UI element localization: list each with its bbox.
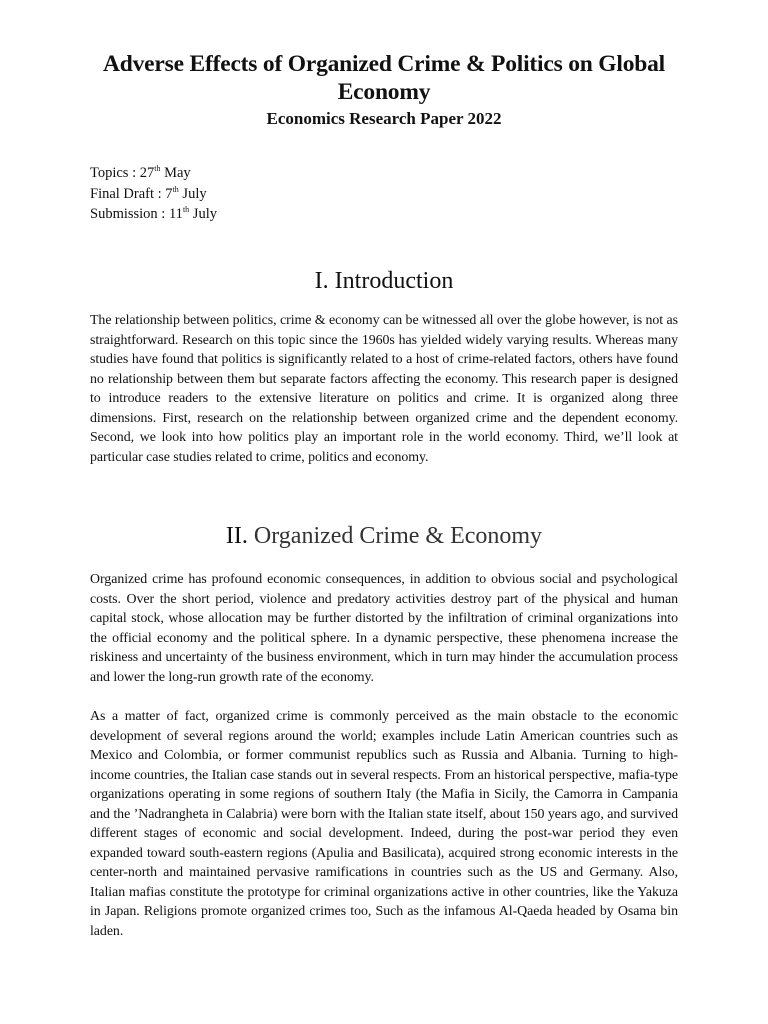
date-final-draft: Final Draft : 7th July xyxy=(90,184,207,202)
organized-crime-paragraph-2: As a matter of fact, organized crime is commonly perceived as the main obstacle to the economic development of several regions around the world; examples include Latin American countries such as Mexico and Colombia, or former communist republics such as Russia and Albania. Turning to high-income countries, the Italian case stands out in several respects. From an historical perspective, mafia-type organizations operating in some regions of southern Italy (the Mafia in Sicily, the Camorra in Campania and the ’Nadrangheta in Calabria) were born with the Italian state itself, about 150 years ago, and survived different stages of economic and social development. Indeed, during the post-war period they even expanded toward south-eastern regions (Apulia and Basilicata), acquired strong economic interests in the center-north and maintained pervasive ramifications in countries such as the US and Germany. Also, Italian mafias constitute the prototype for criminal organizations active in other countries, like the Yakuza in Japan. Religions promote organized crimes too, Such as the infamous Al-Qaeda headed by Osama bin laden. xyxy=(90,709,678,939)
document-subtitle: Economics Research Paper 2022 xyxy=(266,109,502,128)
date-topics: Topics : 27th May xyxy=(90,164,191,181)
document-title: Adverse Effects of Organized Crime & Politics on Global Economy xyxy=(102,51,666,105)
date-submission: Submission : 11th July xyxy=(90,205,217,222)
introduction-paragraph: The relationship between politics, crime & economy can be witnessed all over the globe however, is not as straightforward. Research on this topic since the 1960s has yielded widely varying results. Whereas many studies have found that politics is significantly related to a host of crime-related factors, others have found no relationship between them but separate factors affecting the economy. This research paper is designed to introduce readers to the extensive literature on politics and crime. It is organized along three dimensions. First, research on the relationship between organized crime and the dependent economy. Second, we look into how politics play an important role in the world economy. Third, we’ll look at particular case studies related to crime, politics and economy. xyxy=(90,313,678,465)
section-heading-introduction: I. Introduction xyxy=(314,268,454,294)
organized-crime-paragraph-1: Organized crime has profound economic consequences, in addition to obvious social and psychological costs. Over the short period, violence and predatory activities destroy part of the physical and human capital stock, whose allocation may be further distorted by the infiltration of criminal organizations into the official economy and the political sphere. In a dynamic perspective, these phenomena increase the riskiness and uncertainty of the business environment, which in turn may hinder the accumulation process and lower the long-run growth rate of the economy. xyxy=(90,572,678,685)
section-heading-organized-crime: II. Organized Crime & Economy xyxy=(225,523,543,549)
schedule-dates xyxy=(90,163,217,225)
